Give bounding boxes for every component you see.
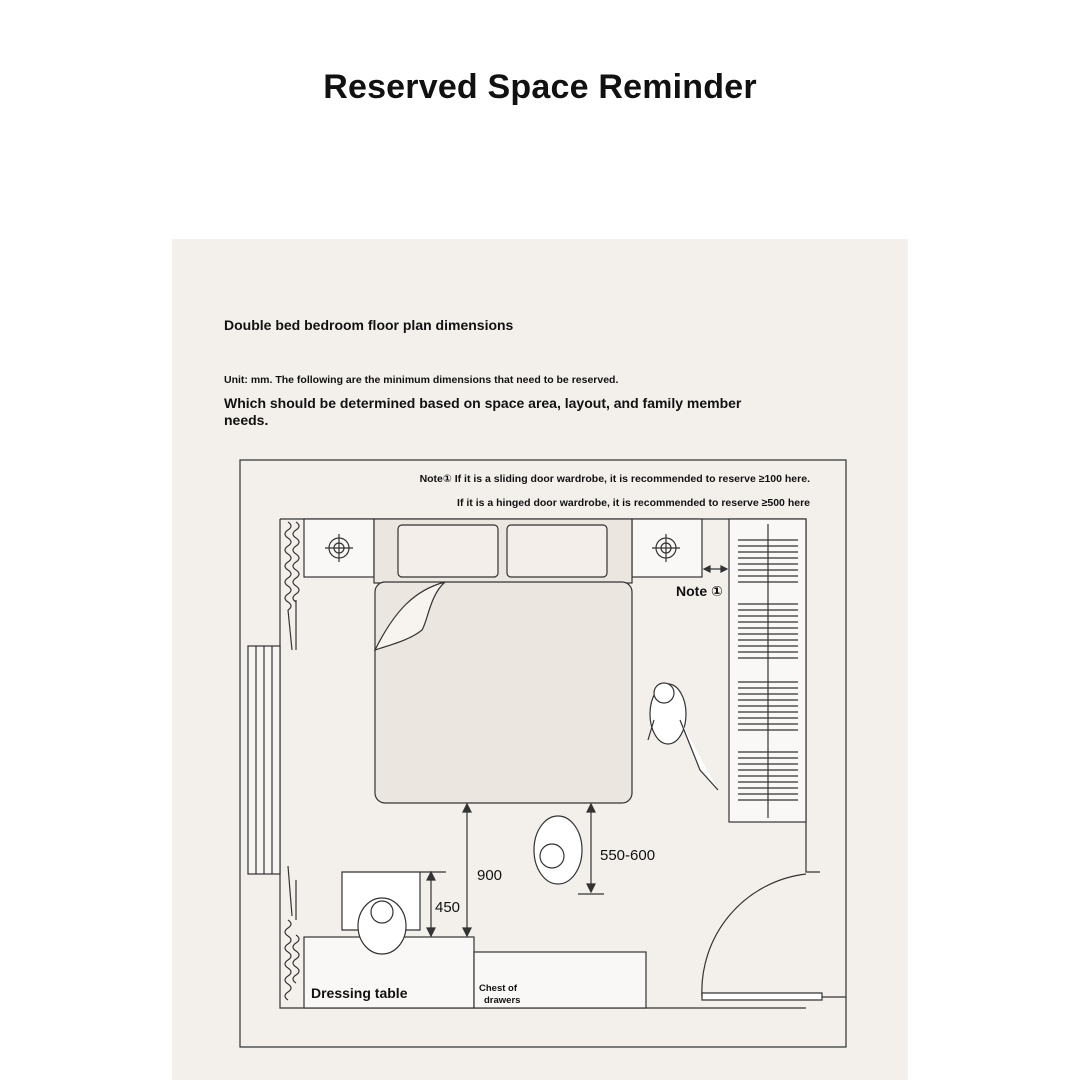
note-line-2: If it is a hinged door wardrobe, it is recommended to reserve ≥500 here bbox=[457, 497, 810, 509]
person-at-dressing-table bbox=[358, 898, 406, 954]
chest-label-line1: Chest of bbox=[479, 983, 517, 994]
person-walking bbox=[534, 816, 582, 884]
dim-450-label: 450 bbox=[435, 899, 461, 916]
chest-label-line2: drawers bbox=[484, 995, 521, 1006]
curtain-top bbox=[285, 522, 291, 610]
unit-note: Unit: mm. The following are the minimum dimensions that need to be reserved. bbox=[224, 374, 619, 386]
note-line-1: Note① If it is a sliding door wardrobe, it is recommended to reserve ≥100 here. bbox=[419, 473, 810, 485]
diagram-heading: Double bed bedroom floor plan dimensions bbox=[224, 317, 514, 333]
door-swing bbox=[702, 874, 806, 997]
dressing-table-label: Dressing table bbox=[311, 985, 408, 1001]
person-at-wardrobe bbox=[648, 683, 718, 790]
dim-550-label: 550-600 bbox=[600, 847, 656, 864]
pillow-left bbox=[398, 525, 498, 577]
pillow-right bbox=[507, 525, 607, 577]
page-title: Reserved Space Reminder bbox=[323, 68, 757, 106]
description-text: Which should be determined based on space area, layout, and family member needs. bbox=[224, 395, 742, 428]
note-label: Note ① bbox=[676, 583, 723, 599]
curtain-bottom bbox=[285, 920, 291, 1000]
door-leaf bbox=[702, 993, 822, 1000]
dim-900-label: 900 bbox=[477, 867, 503, 884]
